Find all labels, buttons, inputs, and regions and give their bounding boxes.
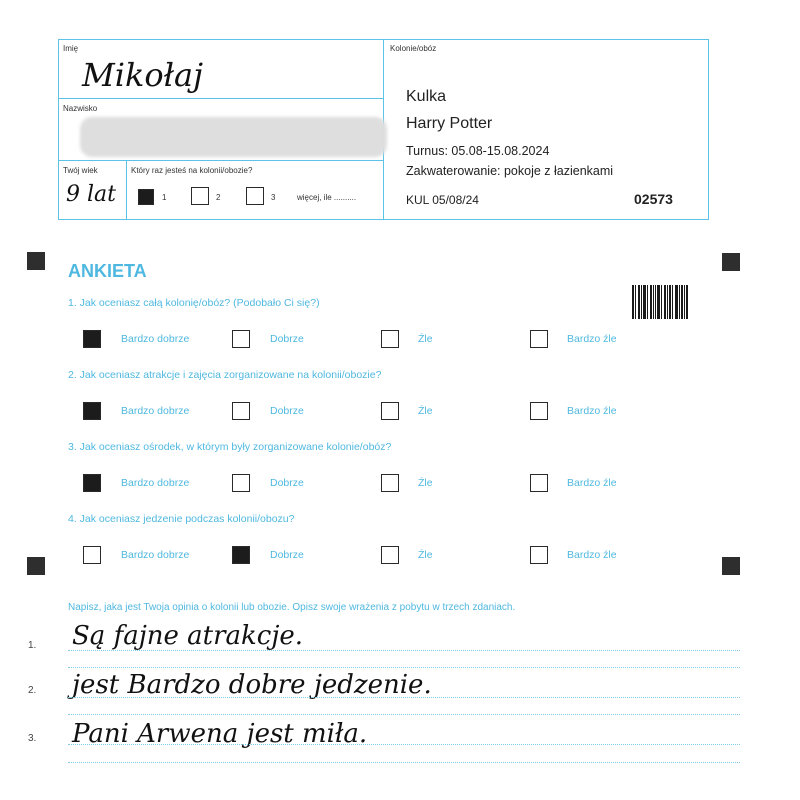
q2-label-bardzo-dobrze: Bardzo dobrze [121, 405, 190, 417]
q3-label-bardzo-zle: Bardzo źle [567, 477, 617, 489]
q1-label-zle: Źle [418, 333, 433, 345]
opinion-line-3-number: 3. [28, 733, 37, 744]
ktory-raz-label-1: 1 [162, 193, 167, 202]
q2-option-dobrze[interactable] [232, 402, 250, 420]
q3-option-dobrze[interactable] [232, 474, 250, 492]
camp-code: KUL 05/08/24 [406, 193, 479, 207]
opinion-dotted-line-3b [68, 762, 740, 763]
q3-option-zle[interactable] [381, 474, 399, 492]
q4-label-bardzo-dobrze: Bardzo dobrze [121, 549, 190, 561]
kolonie-label: Kolonie/obóz [390, 44, 437, 53]
opinion-dotted-line-1b [68, 667, 740, 668]
q3-option-bardzo-dobrze[interactable] [83, 474, 101, 492]
registration-mark-bottom-left [27, 557, 45, 575]
opinion-prompt: Napisz, jaka jest Twoja opinia o kolonii lub obozie. Opisz swoje wrażenia z pobytu w trzech zdaniach. [68, 602, 516, 613]
question-3: 3. Jak oceniasz ośrodek, w którym były zorganizowane kolonie/obóz? [68, 441, 392, 453]
registration-mark-top-right [722, 253, 740, 271]
wiecej-label: więcej, ile .......... [297, 193, 357, 202]
question-4: 4. Jak oceniasz jedzenie podczas kolonii/obozu? [68, 513, 295, 525]
q1-option-zle[interactable] [381, 330, 399, 348]
q2-option-bardzo-zle[interactable] [530, 402, 548, 420]
q3-label-bardzo-dobrze: Bardzo dobrze [121, 477, 190, 489]
imie-label: Imię [63, 44, 79, 53]
ktory-raz-checkbox-2[interactable] [191, 187, 209, 205]
q4-label-dobrze: Dobrze [270, 549, 304, 561]
survey-title: ANKIETA [68, 261, 147, 281]
opinion-dotted-line-2 [68, 697, 740, 698]
q3-label-zle: Źle [418, 477, 433, 489]
imie-value[interactable]: Mikołaj [82, 56, 204, 94]
wiek-divider [126, 160, 127, 220]
question-2: 2. Jak oceniasz atrakcje i zajęcia zorganizowane na kolonii/obozie? [68, 369, 382, 381]
camp-name: Kulka [406, 88, 447, 105]
q4-option-dobrze[interactable] [232, 546, 250, 564]
opinion-line-2[interactable]: jest Bardzo dobre jedzenie. [72, 670, 432, 700]
opinion-line-1[interactable]: Są fajne atrakcje. [72, 621, 304, 651]
wiek-label: Twój wiek [63, 166, 98, 175]
q2-option-bardzo-dobrze[interactable] [83, 402, 101, 420]
q2-label-bardzo-zle: Bardzo źle [567, 405, 617, 417]
wiek-value[interactable]: 9 lat [66, 182, 116, 207]
q1-option-bardzo-zle[interactable] [530, 330, 548, 348]
q1-label-bardzo-zle: Bardzo źle [567, 333, 617, 345]
opinion-line-1-number: 1. [28, 640, 37, 651]
nazwisko-label: Nazwisko [63, 104, 98, 113]
zakwaterowanie: Zakwaterowanie: pokoje z łazienkami [406, 164, 614, 178]
imie-divider [58, 98, 383, 99]
q4-option-bardzo-dobrze[interactable] [83, 546, 101, 564]
turnus: Turnus: 05.08-15.08.2024 [406, 144, 550, 158]
camp-theme: Harry Potter [406, 115, 493, 132]
q1-label-dobrze: Dobrze [270, 333, 304, 345]
opinion-dotted-line-2b [68, 714, 740, 715]
opinion-line-3[interactable]: Pani Arwena jest miła. [72, 719, 368, 749]
q4-label-bardzo-zle: Bardzo źle [567, 549, 617, 561]
q2-label-dobrze: Dobrze [270, 405, 304, 417]
nazwisko-divider [58, 160, 383, 161]
q4-option-bardzo-zle[interactable] [530, 546, 548, 564]
opinion-line-2-number: 2. [28, 685, 37, 696]
form-number: 02573 [634, 191, 673, 207]
q2-label-zle: Źle [418, 405, 433, 417]
q4-label-zle: Źle [418, 549, 433, 561]
nazwisko-redacted [80, 117, 387, 157]
ktory-raz-label: Który raz jesteś na kolonii/obozie? [131, 166, 253, 175]
registration-mark-top-left [27, 252, 45, 270]
q3-label-dobrze: Dobrze [270, 477, 304, 489]
q1-option-bardzo-dobrze[interactable] [83, 330, 101, 348]
ktory-raz-checkbox-1[interactable] [138, 189, 154, 205]
ktory-raz-label-2: 2 [216, 193, 221, 202]
opinion-dotted-line-3 [68, 744, 740, 745]
q3-option-bardzo-zle[interactable] [530, 474, 548, 492]
q1-option-dobrze[interactable] [232, 330, 250, 348]
barcode-icon [632, 285, 688, 319]
opinion-dotted-line-1 [68, 650, 740, 651]
registration-mark-bottom-right [722, 557, 740, 575]
ktory-raz-label-3: 3 [271, 193, 276, 202]
q1-label-bardzo-dobrze: Bardzo dobrze [121, 333, 190, 345]
q4-option-zle[interactable] [381, 546, 399, 564]
ktory-raz-checkbox-3[interactable] [246, 187, 264, 205]
question-1: 1. Jak oceniasz całą kolonię/obóz? (Podobało Ci się?) [68, 297, 320, 309]
q2-option-zle[interactable] [381, 402, 399, 420]
